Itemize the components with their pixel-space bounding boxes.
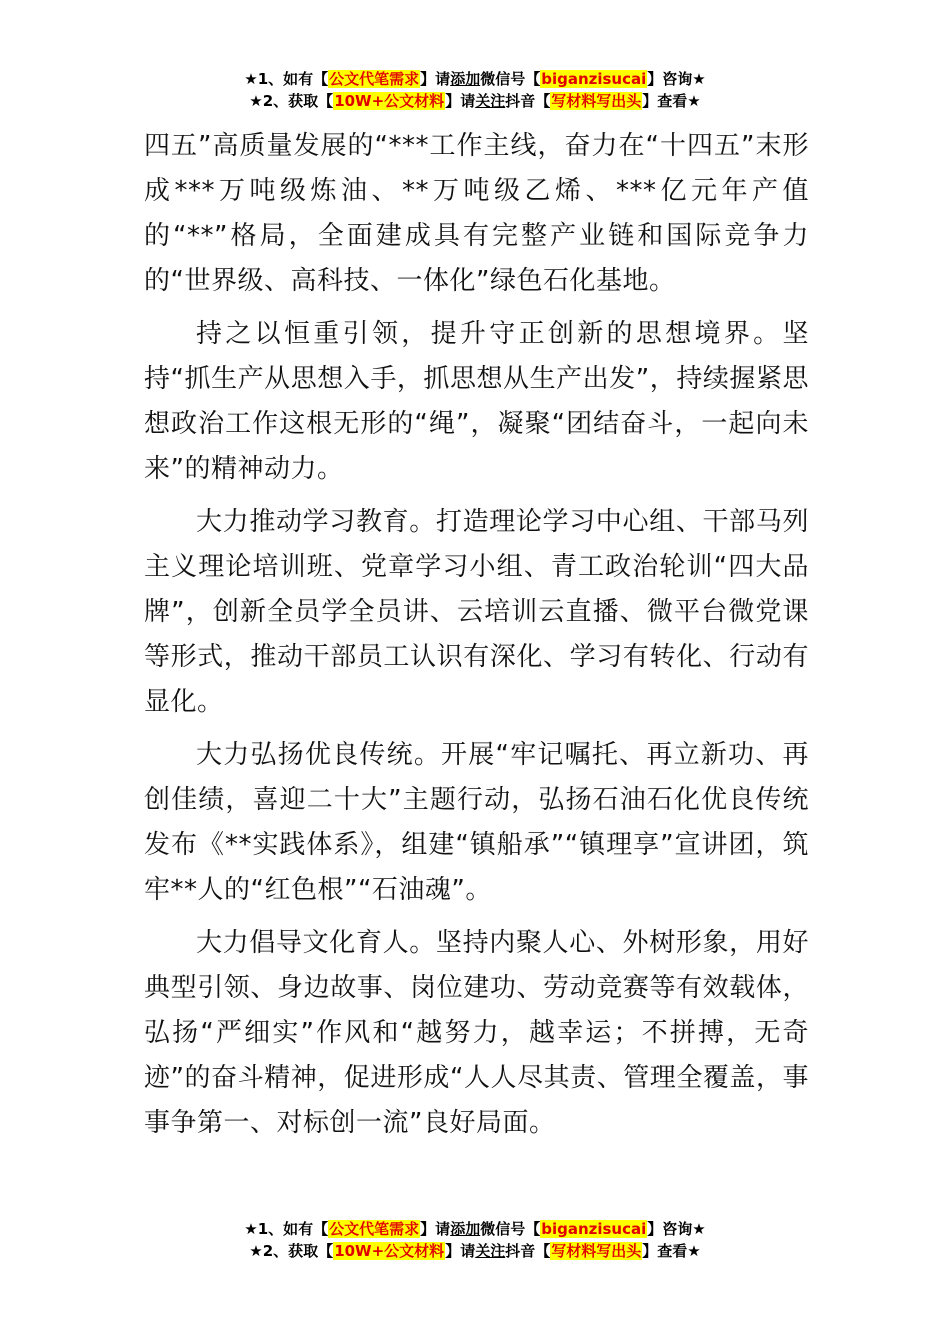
banner-highlight: 公文代笔需求 bbox=[329, 70, 420, 88]
header-banner bbox=[0, 68, 950, 112]
banner-text: 】咨询★ bbox=[647, 70, 706, 88]
banner-text: 微信号【 bbox=[480, 1220, 541, 1238]
banner-underlined: 添加 bbox=[450, 70, 481, 88]
footer-banner bbox=[0, 1218, 950, 1262]
banner-text: ★2、获取【 bbox=[249, 1242, 334, 1260]
banner-text: 】查看★ bbox=[642, 1242, 701, 1260]
paragraph: 四五”高质量发展的“***工作主线，奋力在“十四五”末形成***万吨级炼油、**万吨级乙烯、***亿元年产值的“**”格局，全面建成具有完整产业链和国际竞争力的“世界级、高科技、一体化”绿色石化基地。 bbox=[144, 131, 809, 296]
banner-text: 】请 bbox=[420, 70, 451, 88]
banner-text: 】请 bbox=[445, 1242, 476, 1260]
banner-text: 】咨询★ bbox=[647, 1220, 706, 1238]
paragraph: 持之以恒重引领，提升守正创新的思想境界。坚持“抓生产从思想入手，抓思想从生产出发”，持续握紧思想政治工作这根无形的“绳”，凝聚“团结奋斗，一起向未来”的精神动力。 bbox=[144, 319, 809, 484]
banner-highlight: 公文代笔需求 bbox=[329, 1220, 420, 1238]
banner-text: 抖音【 bbox=[505, 92, 551, 110]
banner-underlined: 添加 bbox=[450, 1220, 481, 1238]
banner-text: ★2、获取【 bbox=[249, 92, 334, 110]
banner-underlined: 关注 bbox=[475, 92, 506, 110]
banner-text: 】请 bbox=[420, 1220, 451, 1238]
banner-douyin-id: 写材料写出头 bbox=[551, 92, 642, 110]
banner-wechat-id: biganzisucai bbox=[541, 1220, 647, 1238]
banner-highlight: 10W+公文材料 bbox=[334, 1242, 445, 1260]
paragraph: 大力倡导文化育人。坚持内聚人心、外树形象，用好典型引领、身边故事、岗位建功、劳动竞赛等有效载体，弘扬“严细实”作风和“越努力，越幸运；不拼搏，无奇迹”的奋斗精神，促进形成“人人尽其责、管理全覆盖，事事争第一、对标创一流”良好局面。 bbox=[144, 928, 809, 1138]
banner-text: 微信号【 bbox=[480, 70, 541, 88]
banner-line-2 bbox=[0, 90, 950, 112]
banner-text: 】查看★ bbox=[642, 92, 701, 110]
banner-text: 抖音【 bbox=[505, 1242, 551, 1260]
banner-text: ★1、如有【 bbox=[244, 1220, 329, 1238]
paragraph: 大力推动学习教育。打造理论学习中心组、干部马列主义理论培训班、党章学习小组、青工政治轮训“四大品牌”，创新全员学全员讲、云培训云直播、微平台微党课等形式，推动干部员工认识有深化、学习有转化、行动有显化。 bbox=[144, 507, 809, 717]
banner-text: 】请 bbox=[445, 92, 476, 110]
banner-highlight: 10W+公文材料 bbox=[334, 92, 445, 110]
banner-douyin-id: 写材料写出头 bbox=[551, 1242, 642, 1260]
banner-line-1 bbox=[0, 68, 950, 90]
banner-line-1 bbox=[0, 1218, 950, 1240]
banner-text: ★1、如有【 bbox=[244, 70, 329, 88]
banner-wechat-id: biganzisucai bbox=[541, 70, 647, 88]
document-body bbox=[144, 124, 809, 1154]
banner-underlined: 关注 bbox=[475, 1242, 506, 1260]
banner-line-2 bbox=[0, 1240, 950, 1262]
paragraph: 大力弘扬优良传统。开展“牢记嘱托、再立新功、再创佳绩，喜迎二十大”主题行动，弘扬石油石化优良传统发布《**实践体系》，组建“镇船承”“镇理享”宣讲团，筑牢**人的“红色根”“石油魂”。 bbox=[144, 740, 809, 905]
